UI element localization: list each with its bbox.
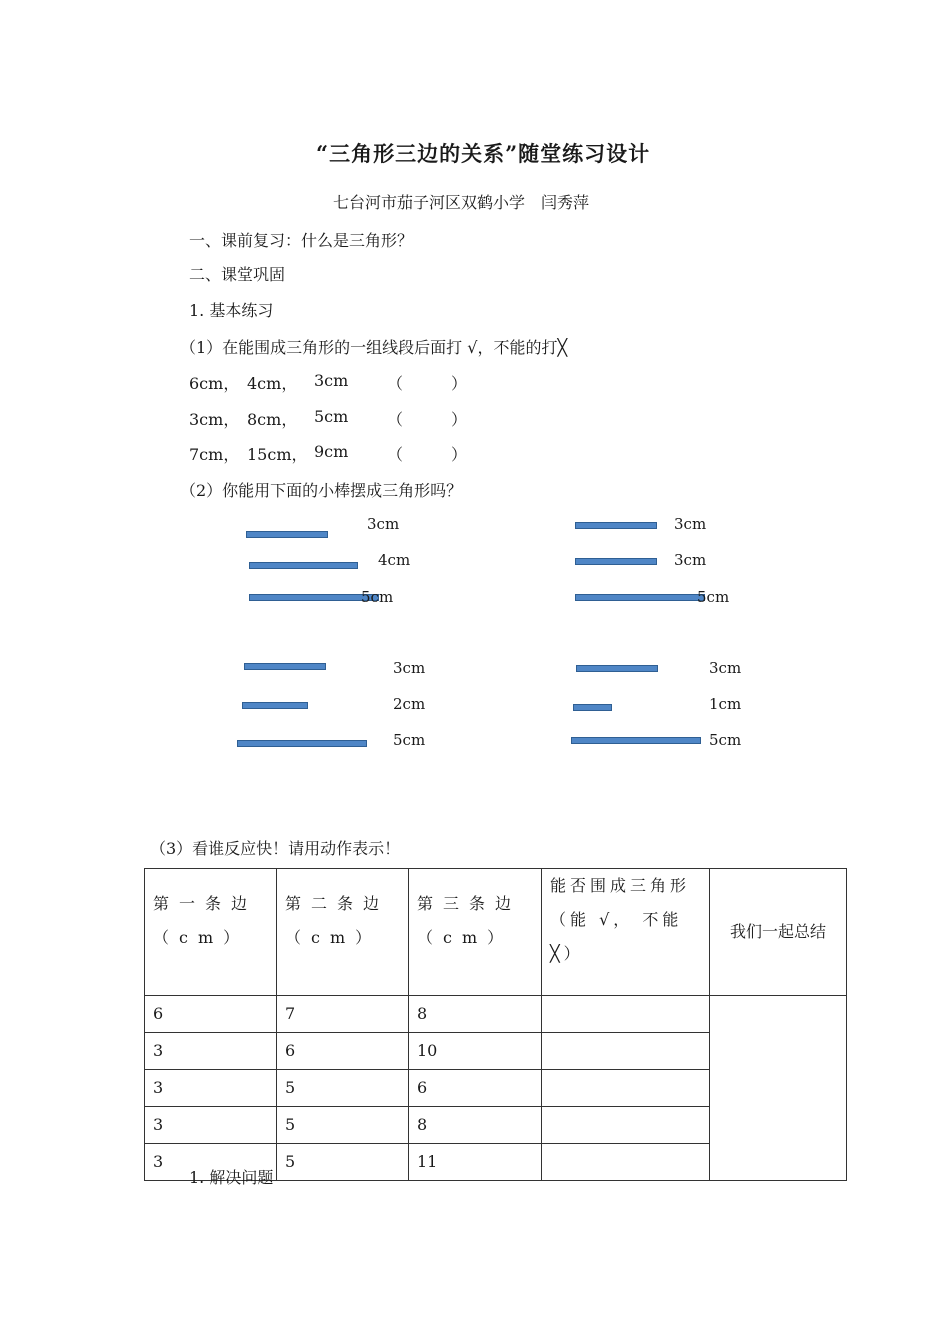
cell-side-3: 8 (409, 1107, 542, 1144)
cell-side-1: 6 (145, 996, 277, 1033)
header-third-side: 第三条边（cm） (409, 869, 542, 996)
stick-g1-3-label: 5cm (361, 588, 394, 606)
q1-row-1-a: 6cm， (189, 374, 240, 393)
subsection-basic-practice: 1. 基本练习 (189, 301, 274, 320)
stick-g3-1 (244, 663, 326, 670)
stick-g2-3-label: 5cm (697, 588, 730, 606)
cell-side-2: 5 (277, 1070, 409, 1107)
cell-side-2: 5 (277, 1107, 409, 1144)
cell-answer[interactable] (542, 1070, 710, 1107)
table-header-row (145, 869, 847, 996)
cell-answer[interactable] (542, 1144, 710, 1181)
question-1-prompt: （1）在能围成三角形的一组线段后面打 √，不能的打╳ (180, 338, 568, 357)
stick-g3-3 (237, 740, 367, 747)
header-can-form-triangle: 能否围成三角形（能 √， 不能╳） (542, 869, 710, 996)
q1-row-3-a: 7cm， (189, 445, 240, 464)
section-review: 一、课前复习：什么是三角形？ (189, 231, 414, 250)
stick-g1-2 (249, 562, 358, 569)
cell-side-1: 3 (145, 1144, 277, 1181)
cell-answer[interactable] (542, 1107, 710, 1144)
stick-g2-2 (575, 558, 657, 565)
stick-g3-2-label: 2cm (393, 695, 426, 713)
cell-side-1: 3 (145, 1033, 277, 1070)
question-2-prompt: （2）你能用下面的小棒摆成三角形吗？ (180, 481, 463, 500)
stick-g3-1-label: 3cm (393, 659, 426, 677)
cell-side-2: 5 (277, 1144, 409, 1181)
cell-answer[interactable] (542, 996, 710, 1033)
stick-g4-1 (576, 665, 658, 672)
stick-g2-2-label: 3cm (674, 551, 707, 569)
cell-side-1: 3 (145, 1107, 277, 1144)
q1-row-1-c: 3cm (314, 371, 349, 390)
stick-g2-1 (575, 522, 657, 529)
q1-row-3-answer[interactable]: （ ） (387, 445, 468, 464)
stick-g1-1 (246, 531, 328, 538)
stick-g3-3-label: 5cm (393, 731, 426, 749)
triangle-sides-table (144, 868, 847, 1181)
document-title: “三角形三边的关系”随堂练习设计 (316, 141, 651, 166)
stick-g2-3 (575, 594, 705, 601)
cell-summary[interactable] (710, 996, 847, 1181)
stick-g4-1-label: 3cm (709, 659, 742, 677)
section-consolidation: 二、课堂巩固 (189, 265, 286, 284)
header-first-side: 第一条边（cm） (145, 869, 277, 996)
cell-side-2: 7 (277, 996, 409, 1033)
subsection-solve-problems: 1. 解决问题 (189, 1168, 274, 1187)
cell-side-3: 6 (409, 1070, 542, 1107)
stick-g1-1-label: 3cm (367, 515, 400, 533)
cell-side-3: 8 (409, 996, 542, 1033)
question-3-prompt: （3）看谁反应快！请用动作表示！ (150, 839, 401, 858)
q1-row-2-answer[interactable]: （ ） (387, 410, 468, 429)
header-second-side: 第二条边（cm） (277, 869, 409, 996)
stick-g1-3 (249, 594, 379, 601)
q1-row-3-b: 15cm， (247, 445, 308, 464)
cell-answer[interactable] (542, 1033, 710, 1070)
table-row (145, 996, 847, 1033)
stick-g4-2-label: 1cm (709, 695, 742, 713)
header-summary: 我们一起总结 (710, 869, 847, 996)
stick-g4-3 (571, 737, 701, 744)
stick-g1-2-label: 4cm (378, 551, 411, 569)
q1-row-1-answer[interactable]: （ ） (387, 374, 468, 393)
q1-row-2-a: 3cm， (189, 410, 240, 429)
stick-g3-2 (242, 702, 308, 709)
cell-side-3: 10 (409, 1033, 542, 1070)
cell-side-2: 6 (277, 1033, 409, 1070)
cell-side-3: 11 (409, 1144, 542, 1181)
stick-g4-2 (573, 704, 612, 711)
q1-row-3-c: 9cm (314, 442, 349, 461)
stick-g2-1-label: 3cm (674, 515, 707, 533)
q1-row-2-b: 8cm， (247, 410, 298, 429)
cell-side-1: 3 (145, 1070, 277, 1107)
stick-g4-3-label: 5cm (709, 731, 742, 749)
author-line: 七台河市茄子河区双鹤小学 闫秀萍 (333, 193, 590, 212)
q1-row-1-b: 4cm， (247, 374, 298, 393)
q1-row-2-c: 5cm (314, 407, 349, 426)
